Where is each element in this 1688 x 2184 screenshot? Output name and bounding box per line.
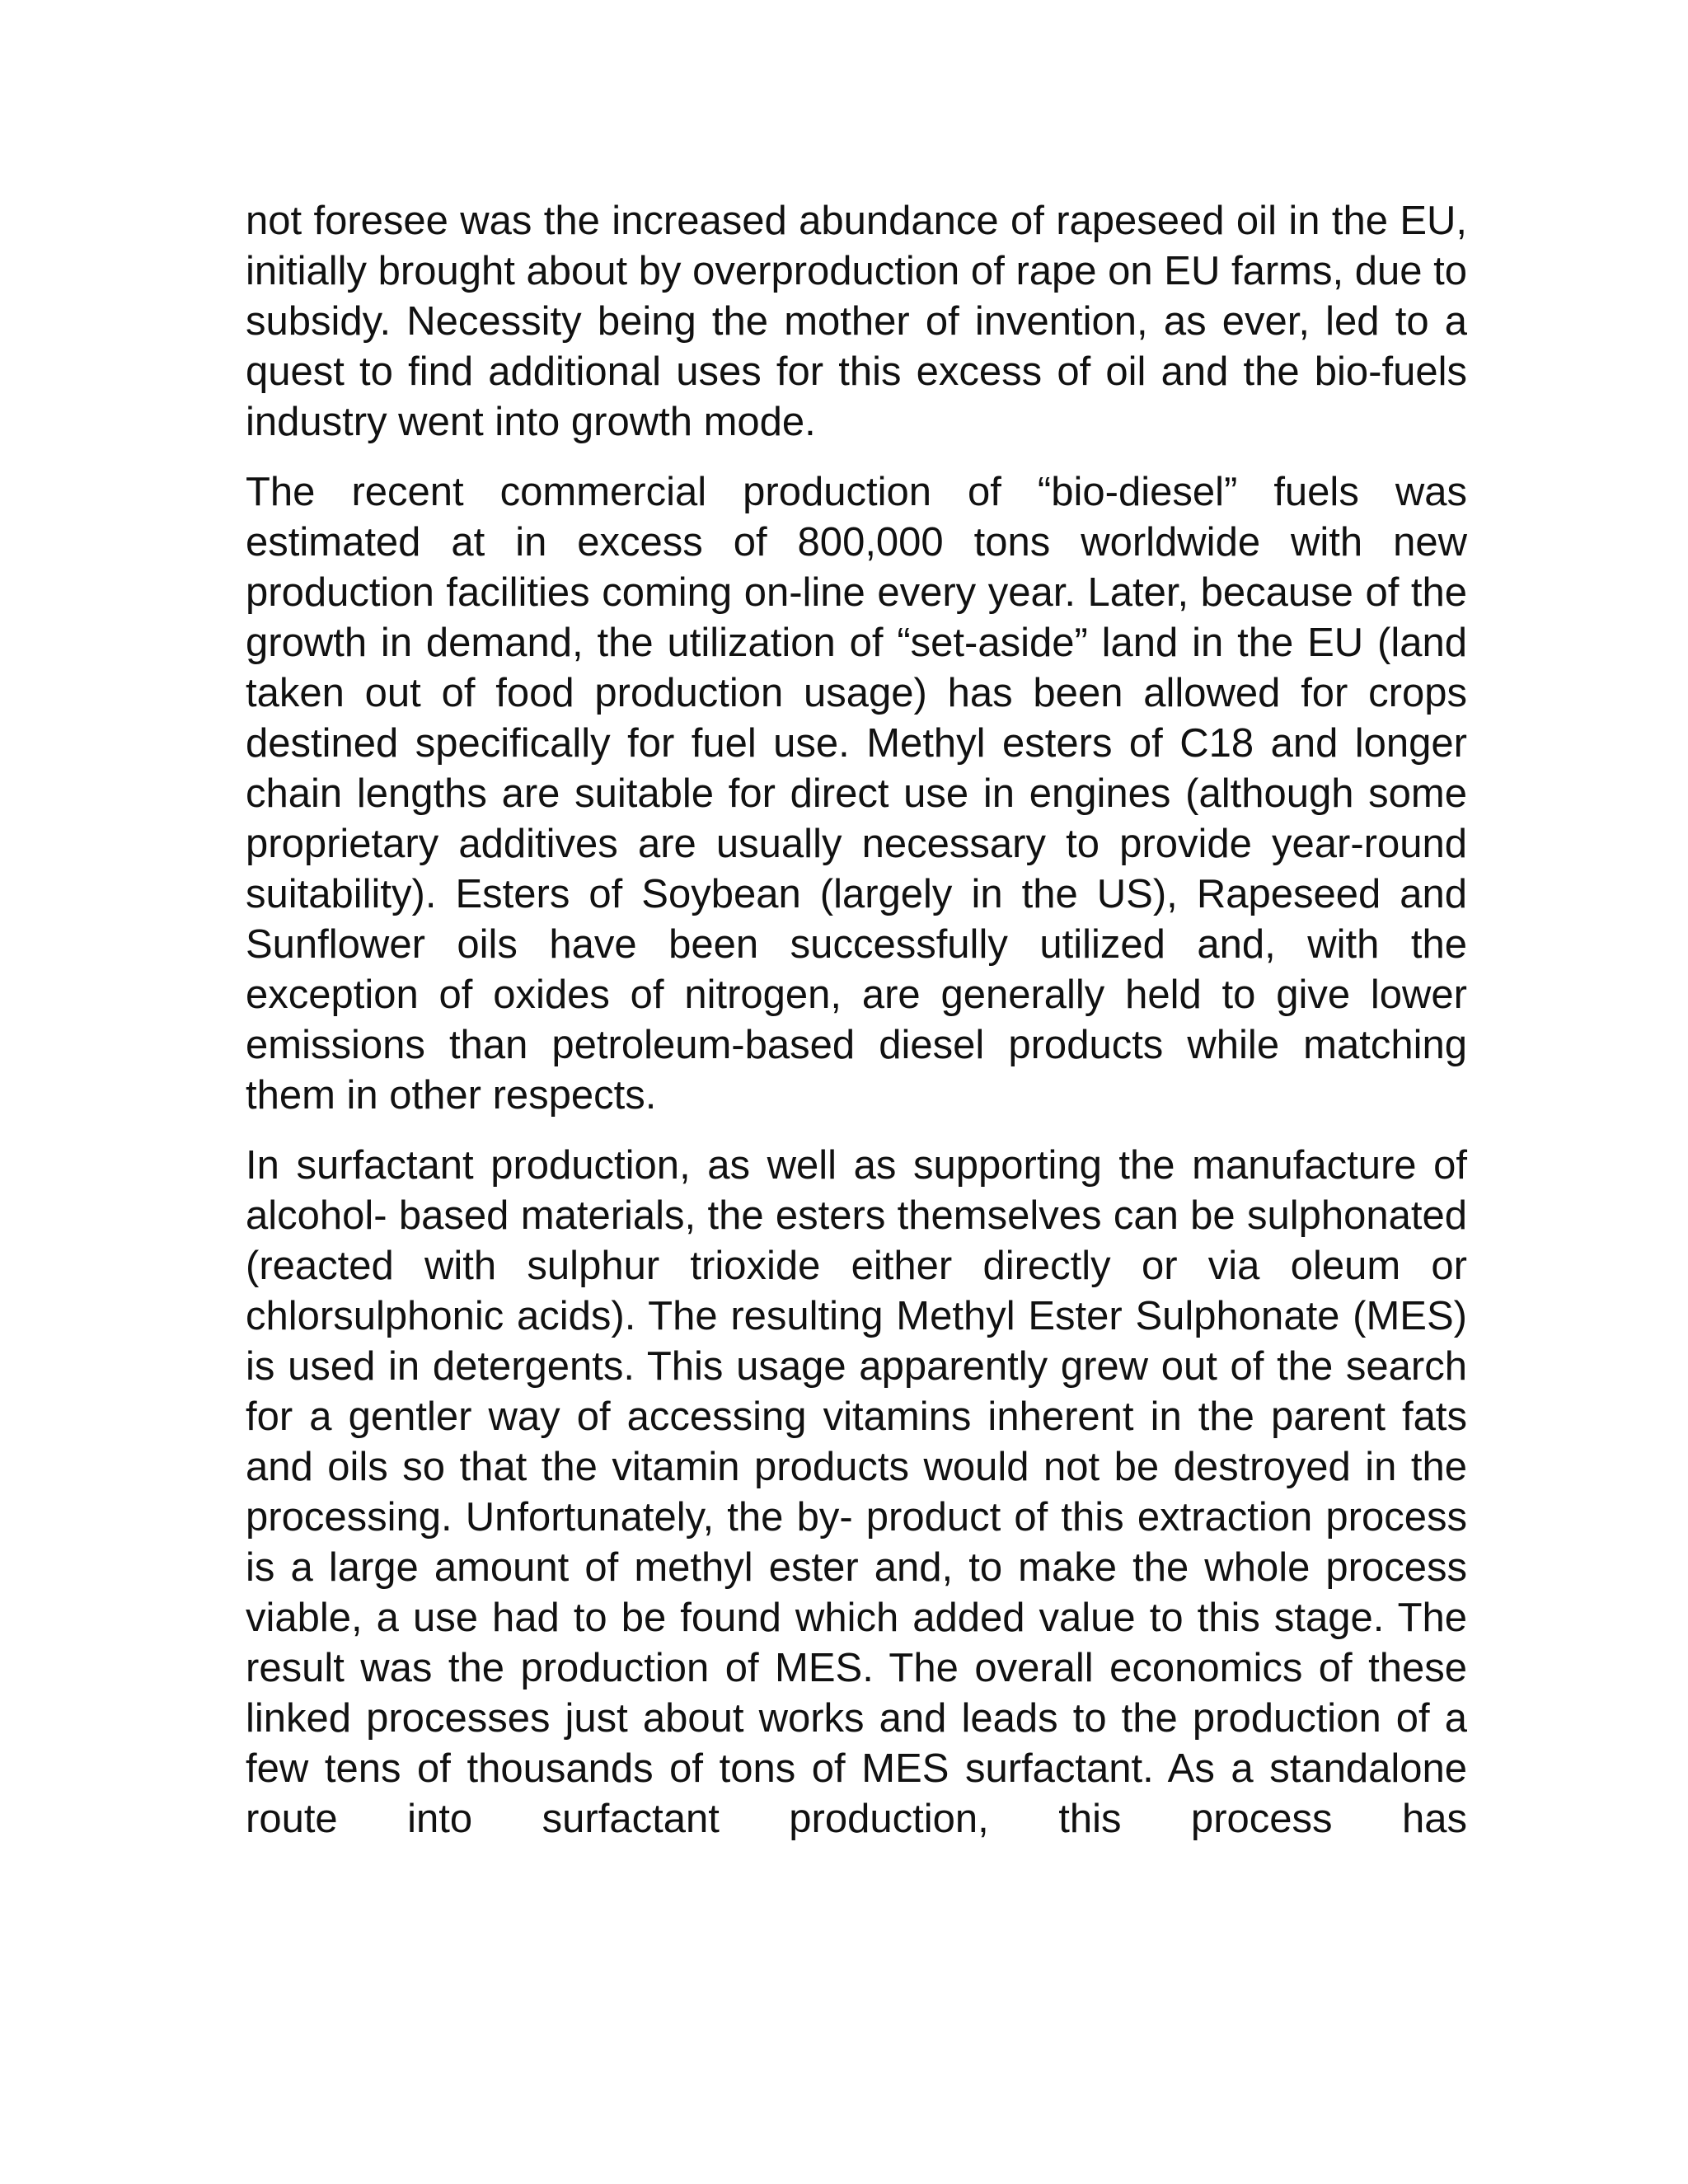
body-text <box>246 196 1467 1864</box>
paragraph-bio-diesel: The recent commercial production of “bio-diesel” fuels was estimated at in excess of 800,000 tons worldwide with new production facilities coming on-line every year. Later, because of the growth in demand, the utilization of “set-aside” land in the EU (land taken out of food production usage) has been allowed for crops destined specifically for fuel use. Methyl esters of C18 and longer chain lengths are suitable for direct use in engines (although some proprietary additives are usually necessary to provide year-round suitability). Esters of Soybean (largely in the US), Rapeseed and Sunflower oils have been successfully utilized and, with the exception of oxides of nitrogen, are generally held to give lower emissions than petroleum-based diesel products while matching them in other respects. <box>246 470 1467 1118</box>
paragraph-rapeseed-oil: not foresee was the increased abundance of rapeseed oil in the EU, initially brought about by overproduction of rape on EU farms, due to subsidy. Necessity being the mother of invention, as ever, led to a quest to find additional uses for this excess of oil and the bio-fuels industry went into growth mode. <box>246 199 1467 444</box>
paragraph-surfactant-production: In surfactant production, as well as supporting the manufacture of alcohol- based materials, the esters themselves can be sulphonated (reacted with sulphur trioxide either directly or via oleum or chlorsulphonic acids). The resulting Methyl Ester Sulphonate (MES) is used in detergents. This usage apparently grew out of the search for a gentler way of accessing vitamins inherent in the parent fats and oils so that the vitamin products would not be destroyed in the processing. Unfortunately, the by- product of this extraction process is a large amount of methyl ester and, to make the whole process viable, a use had to be found which added value to this stage. The result was the production of MES. The overall economics of these linked processes just about works and leads to the production of a few tens of thousands of tons of MES surfactant. As a standalone route into surfactant production, this process has <box>246 1143 1467 1841</box>
